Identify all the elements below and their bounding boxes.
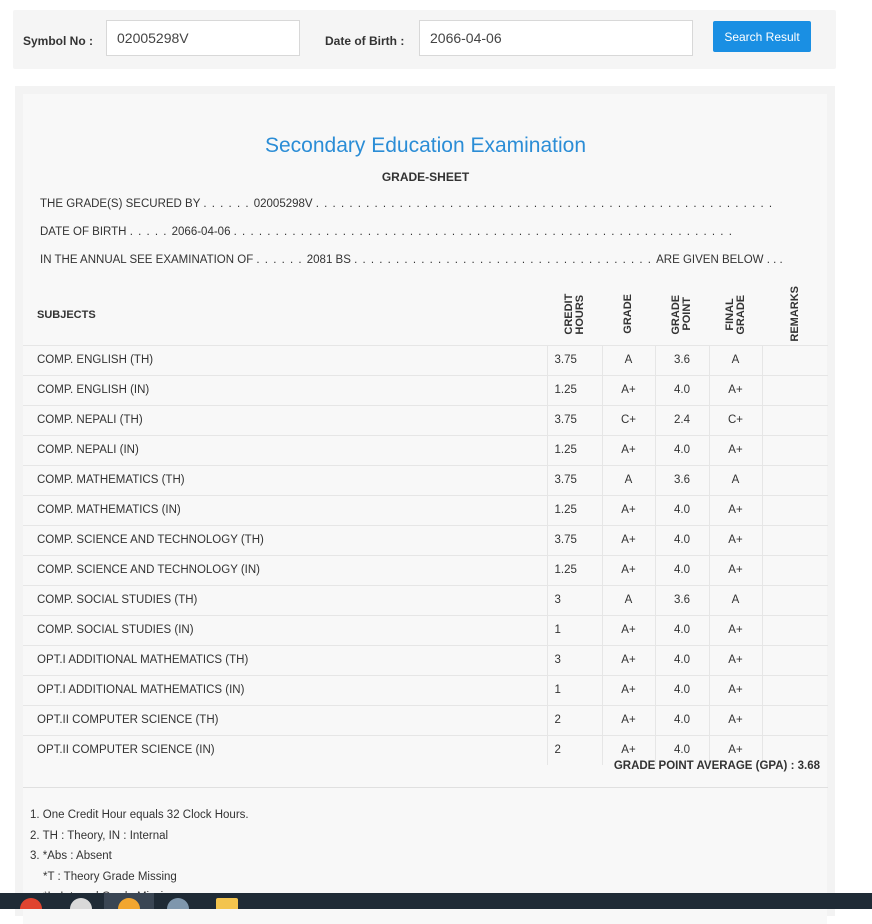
final-grade-cell: A	[709, 465, 762, 495]
credit-hours-cell: 3.75	[547, 345, 602, 375]
remarks-cell	[762, 585, 828, 615]
subject-cell: OPT.II COMPUTER SCIENCE (TH)	[23, 705, 547, 735]
grade-sheet-card	[15, 86, 835, 916]
subject-cell: COMP. SOCIAL STUDIES (IN)	[23, 615, 547, 645]
chrome-icon[interactable]	[20, 898, 42, 909]
header-grade-point: GRADE POINT	[670, 293, 693, 334]
exam-title: Secondary Education Examination	[264, 134, 587, 157]
final-grade-cell: A	[709, 585, 762, 615]
secured-by-value: 02005298V	[253, 198, 313, 210]
dob-input[interactable]	[419, 20, 693, 56]
credit-hours-cell: 2	[547, 735, 602, 765]
grade-point-cell: 3.6	[655, 465, 709, 495]
grade-row	[23, 345, 828, 375]
grade-point-cell: 4.0	[655, 615, 709, 645]
remarks-cell	[762, 345, 828, 375]
grade-table-header	[23, 286, 828, 345]
grade-point-cell: 4.0	[655, 375, 709, 405]
remarks-cell	[762, 525, 828, 555]
grade-row	[23, 555, 828, 585]
final-grade-cell: A+	[709, 735, 762, 765]
folder-icon[interactable]	[216, 898, 238, 909]
exam-line-value: 2081 BS	[306, 254, 351, 266]
camera-icon[interactable]	[167, 898, 189, 909]
header-remarks: REMARKS	[788, 286, 801, 342]
grade-cell: A+	[602, 555, 655, 585]
grade-row	[23, 435, 828, 465]
grade-cell: A	[602, 345, 655, 375]
grade-row	[23, 375, 828, 405]
search-result-button[interactable]: Search Result	[713, 21, 811, 52]
subject-cell: OPT.I ADDITIONAL MATHEMATICS (IN)	[23, 675, 547, 705]
final-grade-cell: A+	[709, 555, 762, 585]
final-grade-cell: A+	[709, 435, 762, 465]
subject-cell: COMP. NEPALI (TH)	[23, 405, 547, 435]
grade-table	[23, 286, 828, 765]
dob-line-label: DATE OF BIRTH	[40, 226, 127, 238]
grade-point-cell: 3.6	[655, 585, 709, 615]
grade-row	[23, 645, 828, 675]
remarks-cell	[762, 645, 828, 675]
final-grade-cell: C+	[709, 405, 762, 435]
final-grade-cell: A	[709, 345, 762, 375]
grade-row	[23, 585, 828, 615]
credit-hours-cell: 1.25	[547, 555, 602, 585]
grade-cell: A	[602, 585, 655, 615]
credit-hours-cell: 3.75	[547, 405, 602, 435]
grade-cell: A+	[602, 735, 655, 765]
exam-line: IN THE ANNUAL SEE EXAMINATION OF . . . . . . 2081 BS . . . . . . . . . . . . . . . . . . . . . . . . . . . . . . . . . . . . ARE GIVEN BELOW . . .	[40, 254, 783, 266]
note-item: 1. One Credit Hour equals 32 Clock Hours.	[30, 809, 249, 821]
gpa-summary: GRADE POINT AVERAGE (GPA) : 3.68	[613, 760, 820, 772]
dob-line: DATE OF BIRTH . . . . . 2066-04-06 . . . . . . . . . . . . . . . . . . . . . . . . . . . . . . . . . . . . . . . . . . . . . . . . . . . . . . . . . . . .	[40, 226, 733, 238]
credit-hours-cell: 3	[547, 645, 602, 675]
credit-hours-cell: 1.25	[547, 375, 602, 405]
final-grade-cell: A+	[709, 615, 762, 645]
grade-row	[23, 495, 828, 525]
grade-cell: A+	[602, 675, 655, 705]
symbol-no-input[interactable]	[106, 20, 300, 56]
final-grade-cell: A+	[709, 645, 762, 675]
subject-cell: COMP. MATHEMATICS (IN)	[23, 495, 547, 525]
final-grade-cell: A+	[709, 375, 762, 405]
credit-hours-cell: 3.75	[547, 465, 602, 495]
grade-point-cell: 4.0	[655, 705, 709, 735]
search-bar	[13, 10, 836, 69]
subject-cell: COMP. SOCIAL STUDIES (TH)	[23, 585, 547, 615]
grade-sheet-subtitle: GRADE-SHEET	[381, 170, 470, 184]
grade-sheet	[23, 94, 827, 924]
grade-cell: A+	[602, 495, 655, 525]
subject-cell: COMP. SCIENCE AND TECHNOLOGY (IN)	[23, 555, 547, 585]
header-subjects: SUBJECTS	[37, 309, 96, 322]
credit-hours-cell: 3	[547, 585, 602, 615]
remarks-cell	[762, 465, 828, 495]
header-grade: GRADE	[622, 293, 634, 334]
divider	[23, 787, 828, 788]
subject-cell: COMP. ENGLISH (IN)	[23, 375, 547, 405]
grade-cell: A+	[602, 375, 655, 405]
remarks-cell	[762, 375, 828, 405]
credit-hours-cell: 1	[547, 675, 602, 705]
final-grade-cell: A+	[709, 495, 762, 525]
remarks-cell	[762, 675, 828, 705]
grade-row	[23, 465, 828, 495]
grade-point-cell: 4.0	[655, 735, 709, 765]
subject-cell: COMP. NEPALI (IN)	[23, 435, 547, 465]
grade-point-cell: 4.0	[655, 495, 709, 525]
remarks-cell	[762, 495, 828, 525]
grade-cell: A+	[602, 435, 655, 465]
dob-line-value: 2066-04-06	[171, 226, 231, 238]
grade-point-cell: 2.4	[655, 405, 709, 435]
grade-cell: A+	[602, 525, 655, 555]
subject-cell: COMP. SCIENCE AND TECHNOLOGY (TH)	[23, 525, 547, 555]
final-grade-cell: A+	[709, 525, 762, 555]
remarks-cell	[762, 705, 828, 735]
remarks-cell	[762, 435, 828, 465]
grade-point-cell: 3.6	[655, 345, 709, 375]
header-credit-hours: CREDIT HOURS	[562, 293, 586, 335]
exam-line-label: IN THE ANNUAL SEE EXAMINATION OF	[40, 254, 254, 266]
remarks-cell	[762, 615, 828, 645]
grade-cell: A	[602, 465, 655, 495]
note-item: 2. TH : Theory, IN : Internal	[30, 829, 169, 842]
credit-hours-cell: 3.75	[547, 525, 602, 555]
grade-cell: A+	[602, 645, 655, 675]
grade-row	[23, 615, 828, 645]
header-final-grade: FINAL GRADE	[723, 293, 747, 334]
credit-hours-cell: 1.25	[547, 495, 602, 525]
note-item: *T : Theory Grade Missing	[43, 870, 177, 883]
secured-by-label: THE GRADE(S) SECURED BY	[40, 198, 201, 210]
remarks-cell	[762, 555, 828, 585]
grade-point-cell: 4.0	[655, 435, 709, 465]
grade-point-cell: 4.0	[655, 525, 709, 555]
note-item: 3. *Abs : Absent	[30, 850, 112, 862]
grade-point-cell: 4.0	[655, 645, 709, 675]
subject-cell: OPT.I ADDITIONAL MATHEMATICS (TH)	[23, 645, 547, 675]
remarks-cell	[762, 405, 828, 435]
credit-hours-cell: 2	[547, 705, 602, 735]
final-grade-cell: A+	[709, 675, 762, 705]
grade-cell: A+	[602, 705, 655, 735]
dob-label: Date of Birth :	[325, 34, 405, 48]
firefox-icon[interactable]	[70, 898, 92, 909]
symbol-no-label: Symbol No :	[23, 34, 94, 48]
taskbar	[0, 893, 872, 909]
grade-cell: C+	[602, 405, 655, 435]
grade-point-cell: 4.0	[655, 555, 709, 585]
grade-row	[23, 705, 828, 735]
grade-row	[23, 675, 828, 705]
subject-cell: COMP. MATHEMATICS (TH)	[23, 465, 547, 495]
grade-point-cell: 4.0	[655, 675, 709, 705]
credit-hours-cell: 1.25	[547, 435, 602, 465]
credit-hours-cell: 1	[547, 615, 602, 645]
secured-by-line: THE GRADE(S) SECURED BY . . . . . . 02005298V . . . . . . . . . . . . . . . . . . . . . . . . . . . . . . . . . . . . . . . . . . . . . . . . . . . . . . .	[40, 198, 774, 210]
subject-cell: COMP. ENGLISH (TH)	[23, 345, 547, 375]
exam-line-suffix: ARE GIVEN BELOW . . .	[656, 254, 783, 266]
grade-cell: A+	[602, 615, 655, 645]
grade-row	[23, 525, 828, 555]
grade-row	[23, 405, 828, 435]
final-grade-cell: A+	[709, 705, 762, 735]
subject-cell: OPT.II COMPUTER SCIENCE (IN)	[23, 735, 547, 765]
